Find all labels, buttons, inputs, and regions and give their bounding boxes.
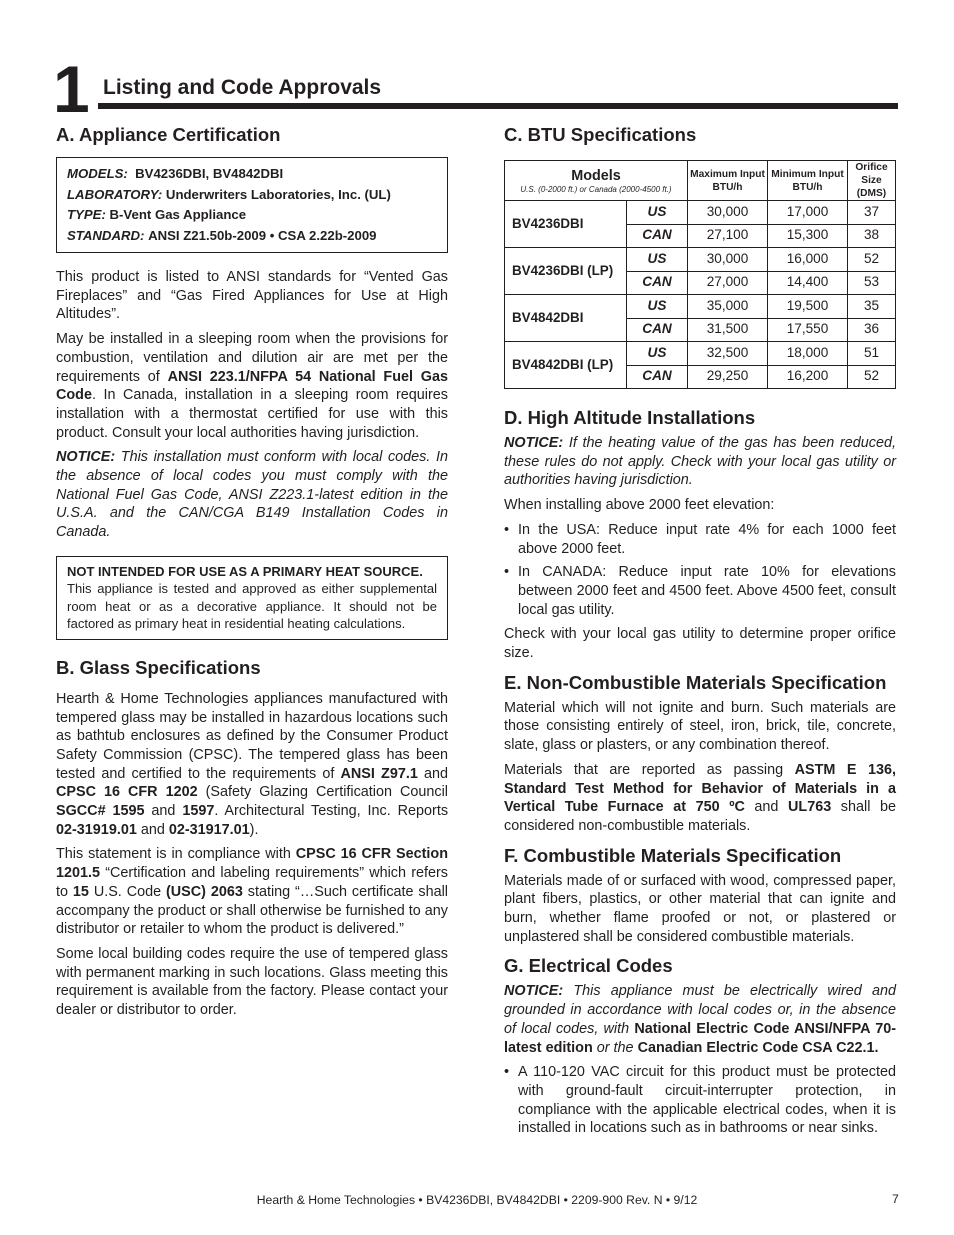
table-cell-value: 30,000 [688, 201, 768, 225]
table-cell-value: 29,250 [688, 365, 768, 389]
table-header-orifice: Orifice Size (DMS) [848, 161, 896, 201]
table-cell-country: CAN [627, 271, 688, 295]
section-f-paragraph-1: Materials made of or surfaced with wood, compressed paper, plant fibers, plastics, or other material that can ignite and burn, whether flame proofed or not, or plastered or unplastered shall be considered combustible materials. [504, 872, 896, 945]
page-number: 7 [892, 1192, 899, 1206]
table-cell-value: 27,100 [688, 224, 768, 248]
table-cell-value: 15,300 [768, 224, 848, 248]
primary-heat-warning-text: This appliance is tested and approved as either supplemental room heat or as a decorative appliance. It should not be factored as primary heat in residential heating calculations. [67, 581, 437, 632]
section-g-bullet-gfci: • A 110-120 VAC circuit for this product must be protected with ground-fault circuit-interrupter protection, in compliance with the applicable electrical codes, when it is installed in locations such as in bathrooms or near sinks. [504, 1063, 896, 1138]
table-cell-value: 17,550 [768, 318, 848, 342]
table-cell-value: 32,500 [688, 342, 768, 366]
table-cell-country: CAN [627, 318, 688, 342]
section-a-heading: A. Appliance Certification [56, 124, 281, 145]
table-cell-value: 38 [848, 224, 896, 248]
section-a-notice: NOTICE: This installation must conform with local codes. In the absence of local codes you must comply with the National Fuel Gas Code, ANSI Z223.1-latest edition in the U.S.A. and the CAN/CGA B149 Installation Codes in Canada. [56, 449, 448, 541]
section-b-paragraph-1: Hearth & Home Technologies appliances manufactured with tempered glass may be installed in hazardous locations such as bathtub enclosures as defined by the Consumer Product Safety Commission (CPSC). The tempered glass has been tested and certified to the requirements of ANSI Z97.1 and CPSC 16 CFR 1202 (Safety Glazing Certification Council SGCC# 1595 and 1597. Architectural Testing, Inc. Reports 02-31919.01 and 02-31917.01). [56, 690, 449, 838]
right-column [504, 124, 896, 1144]
cert-type-row: TYPE: B-Vent Gas Appliance [67, 207, 247, 222]
chapter-title: Listing and Code Approvals [103, 76, 382, 99]
chapter-number: 1 [53, 52, 88, 126]
table-cell-value: 16,000 [768, 248, 848, 272]
section-d-paragraph-2: Check with your local gas utility to determine proper orifice size. [504, 626, 896, 662]
table-cell-value: 51 [848, 342, 896, 366]
section-e-heading: E. Non-Combustible Materials Specification [504, 671, 887, 693]
table-cell-value: 53 [848, 271, 896, 295]
table-row [505, 295, 896, 319]
table-cell-value: 27,000 [688, 271, 768, 295]
section-g-heading: G. Electrical Codes [504, 955, 673, 977]
section-e-paragraph-2: Materials that are reported as passing ASTM E 136, Standard Test Method for Behavior of Materials in a Vertical Tube Furnace at 750 ºC and UL763 shall be considered non-combustible materials. [504, 761, 896, 834]
table-row [505, 201, 896, 225]
table-cell-value: 36 [848, 318, 896, 342]
section-d-bullet-usa: • In the USA: Reduce input rate 4% for each 1000 feet above 2000 feet. [504, 521, 896, 558]
section-b-heading: B. Glass Specifications [56, 656, 261, 678]
table-cell-country: US [627, 342, 688, 366]
table-row [505, 342, 896, 366]
section-c-heading: C. BTU Specifications [504, 124, 697, 145]
table-cell-model: BV4236DBI (LP) [505, 248, 627, 295]
section-a-paragraph-2: May be installed in a sleeping room when the provisions for combustion, ventilation and dilution air are met per the requirements of ANSI 223.1/NFPA 54 National Fuel Gas Code. In Canada, installation in a sleeping room requires installation with a thermostat certified for use with this product. Consult your local authorities having jurisdiction. [56, 331, 449, 441]
table-cell-value: 17,000 [768, 201, 848, 225]
primary-heat-warning-heading: NOT INTENDED FOR USE AS A PRIMARY HEAT SOURCE. [67, 563, 423, 579]
section-d-list [504, 521, 896, 620]
table-cell-value: 37 [848, 201, 896, 225]
certification-box [56, 157, 448, 253]
table-cell-country: US [627, 201, 688, 225]
section-f-heading: F. Combustible Materials Specification [504, 844, 842, 866]
table-cell-country: US [627, 248, 688, 272]
table-header-min: Minimum Input BTU/h [768, 161, 848, 201]
table-cell-value: 35,000 [688, 295, 768, 319]
table-cell-value: 35 [848, 295, 896, 319]
section-g-list [504, 1063, 896, 1138]
table-header-models: Models U.S. (0-2000 ft.) or Canada (2000-4500 ft.) [505, 161, 688, 201]
section-d-bullet-canada: • In CANADA: Reduce input rate 10% for elevations between 2000 feet and 4500 feet. Above 4500 feet, consult local gas utility. [504, 563, 896, 619]
section-d-heading: D. High Altitude Installations [504, 407, 756, 428]
cert-laboratory-row: LABORATORY: Underwriters Laboratories, Inc. (UL) [67, 186, 391, 202]
table-cell-country: CAN [627, 365, 688, 389]
btu-specifications-table [504, 160, 896, 389]
table-cell-value: 16,200 [768, 365, 848, 389]
left-column [56, 124, 448, 1026]
section-d-notice: NOTICE: If the heating value of the gas has been reduced, these rules do not apply. Check with your local gas utility or authorities having jurisdiction. [504, 435, 896, 489]
cert-models-row: MODELS: BV4236DBI, BV4842DBI [67, 166, 284, 181]
table-cell-value: 31,500 [688, 318, 768, 342]
section-g-notice: NOTICE: This appliance must be electrically wired and grounded in accordance with local codes or, in the absence of local codes, with National Electric Code ANSI/NFPA 70-latest edition or the Canadian Electric Code CSA C22.1. [504, 983, 896, 1056]
table-cell-country: CAN [627, 224, 688, 248]
table-cell-country: US [627, 295, 688, 319]
table-cell-value: 14,400 [768, 271, 848, 295]
table-cell-model: BV4842DBI [505, 295, 627, 342]
table-cell-value: 30,000 [688, 248, 768, 272]
cert-standard-row: STANDARD: ANSI Z21.50b-2009 • CSA 2.22b-2009 [67, 227, 377, 243]
table-cell-value: 52 [848, 365, 896, 389]
section-e-paragraph-1: Material which will not ignite and burn. Such materials are those consisting entirely of steel, iron, brick, tile, concrete, slate, glass or plasters, or any combination thereof. [504, 699, 896, 754]
table-cell-model: BV4842DBI (LP) [505, 342, 627, 389]
table-row [505, 248, 896, 272]
table-cell-value: 52 [848, 248, 896, 272]
table-header-max: Maximum Input BTU/h [688, 161, 768, 201]
section-b-paragraph-3: Some local building codes require the use of tempered glass with permanent marking in such locations. Glass meeting this requirement is available from the factory. Please contact your dealer or distributor to order. [56, 945, 448, 1019]
section-b-paragraph-2: This statement is in compliance with CPSC 16 CFR Section 1201.5 “Certification and labeling requirements” which refers to 15 U.S. Code (USC) 2063 stating “…Such certificate shall accompany the product or shall otherwise be furnished to any distributor or retailer to whom the product is delivered.” [56, 846, 449, 938]
table-cell-model: BV4236DBI [505, 201, 627, 248]
chapter-rule [98, 103, 898, 109]
section-d-paragraph-1: When installing above 2000 feet elevation: [504, 497, 775, 514]
table-cell-value: 19,500 [768, 295, 848, 319]
page-footer: Hearth & Home Technologies • BV4236DBI, BV4842DBI • 2209-900 Rev. N • 9/12 [256, 1193, 698, 1207]
table-cell-value: 18,000 [768, 342, 848, 366]
section-a-paragraph-1: This product is listed to ANSI standards for “Vented Gas Fireplaces” and “Gas Fired Appliances for Use at High Altitudes”. [56, 269, 448, 323]
primary-heat-warning-box [56, 556, 448, 640]
